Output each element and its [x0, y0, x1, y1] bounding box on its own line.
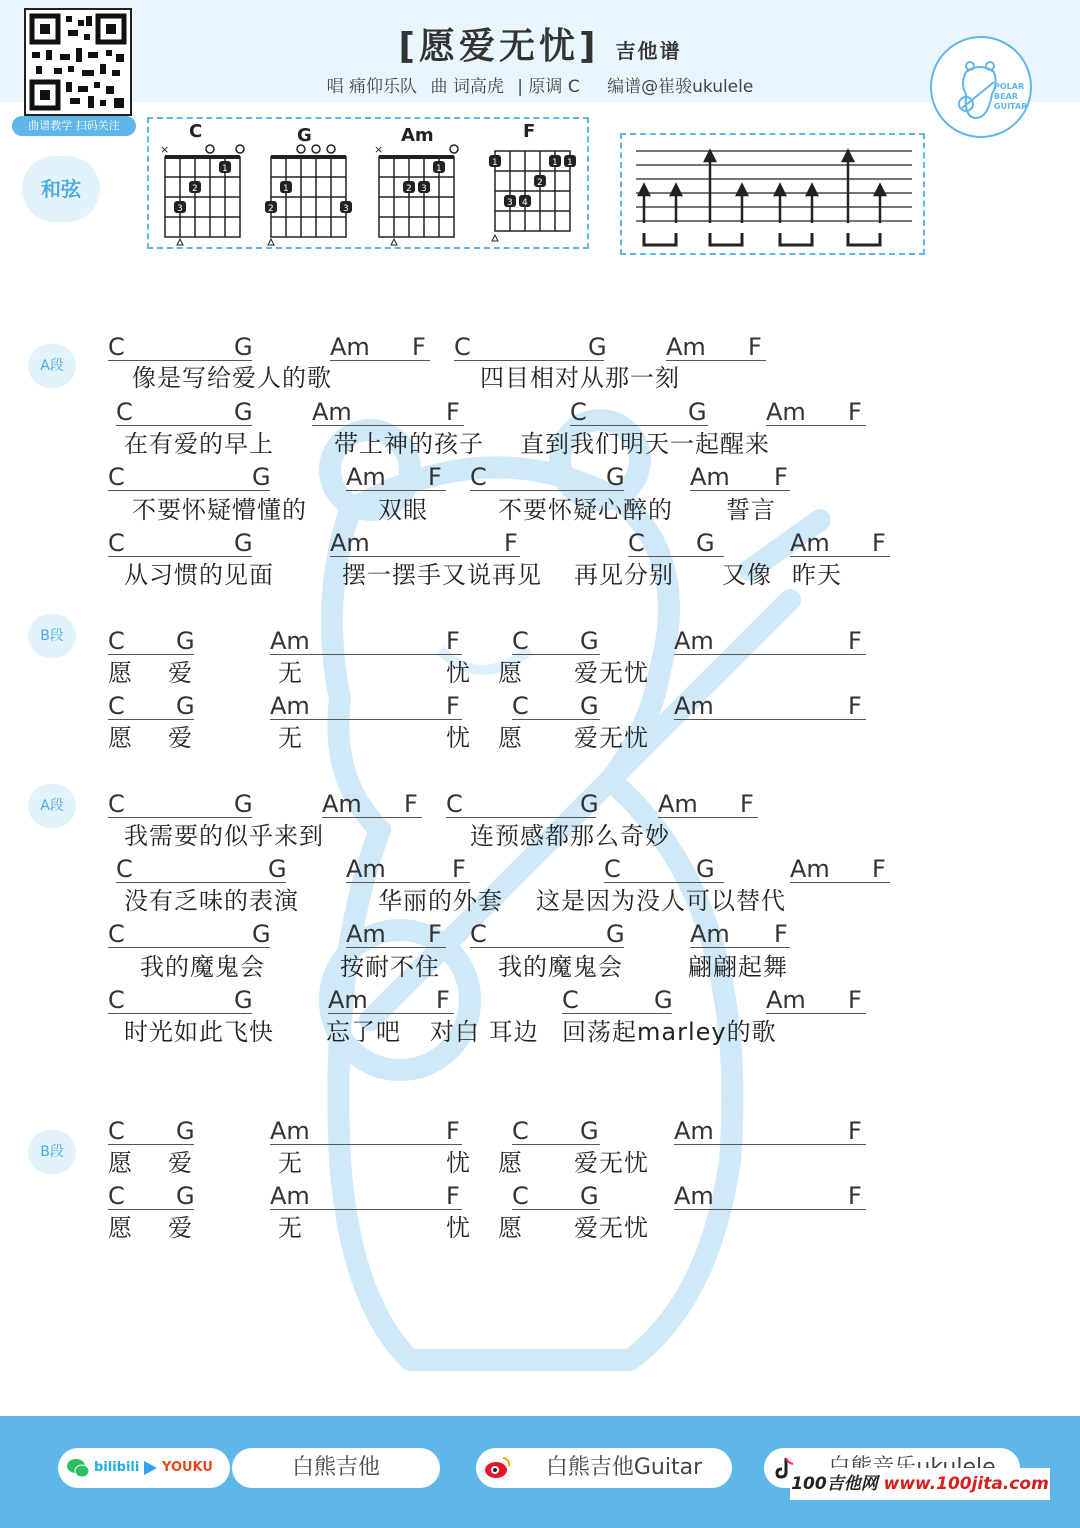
lyric-text: 爱无忧 — [574, 724, 649, 752]
lyric-text: 愿 — [108, 659, 133, 687]
chord-symbol: G — [580, 790, 599, 818]
chord-symbol: C — [108, 790, 125, 818]
site-watermark[interactable] — [790, 1468, 1050, 1500]
chord-symbol: G — [176, 627, 195, 655]
lyric-text: 对白 耳边 — [430, 1018, 539, 1046]
lyric-text: 忧 — [446, 1214, 471, 1242]
chord-symbol: C — [108, 986, 125, 1014]
svg-text:2: 2 — [192, 184, 198, 194]
svg-text:1: 1 — [283, 184, 289, 194]
svg-text:2: 2 — [406, 184, 412, 194]
polar-bear-logo — [930, 36, 1032, 138]
credit-key: | 原调 C — [517, 77, 580, 97]
chord-symbol: Am — [312, 398, 352, 426]
chord-diagram-f — [483, 141, 579, 247]
chord-symbol: Am — [330, 333, 370, 361]
chord-symbol: C — [116, 855, 133, 883]
youku-play-icon — [142, 1460, 158, 1476]
chord-diagram-am — [371, 141, 461, 247]
chord-symbol: Am — [330, 529, 370, 557]
chord-symbol: C — [108, 1117, 125, 1145]
chord-symbol: G — [234, 529, 253, 557]
lyric-text: 双眼 — [378, 496, 428, 524]
chord-symbol: G — [234, 790, 253, 818]
lyric-text: 无 — [278, 1214, 303, 1242]
svg-text:1: 1 — [222, 164, 228, 174]
lyric-text: 爱 — [168, 1214, 193, 1242]
chord-symbol: G — [696, 529, 715, 557]
lyric-text: 愿 — [108, 1149, 133, 1177]
chord-name-f: F — [523, 121, 536, 142]
chord-symbol: C — [470, 463, 487, 491]
lyric-text: 爱无忧 — [574, 659, 649, 687]
logo-text-2: BEAR — [994, 92, 1018, 101]
lyric-text: 回荡起marley的歌 — [562, 1018, 777, 1046]
lyric-text: 像是写给爱人的歌 — [132, 364, 332, 392]
section-label-b2: B段 — [28, 1130, 76, 1174]
lyric-text: 愿 — [498, 724, 523, 752]
chords-label: 和弦 — [22, 156, 100, 222]
credit-singer: 唱 痛仰乐队 — [326, 77, 418, 97]
chord-symbol: F — [848, 1182, 862, 1210]
chord-symbol: F — [848, 1117, 862, 1145]
chord-symbol: C — [108, 1182, 125, 1210]
lyric-text: 爱 — [168, 659, 193, 687]
lyric-text: 无 — [278, 659, 303, 687]
lyric-text: 连预感都那么奇妙 — [470, 822, 670, 850]
chord-symbol: C — [108, 920, 125, 948]
svg-text:2: 2 — [268, 204, 274, 214]
chord-symbol: G — [580, 1117, 599, 1145]
chord-symbol: G — [580, 627, 599, 655]
chord-symbol: F — [428, 920, 442, 948]
chord-symbol: F — [446, 1182, 460, 1210]
chord-symbol: G — [252, 920, 271, 948]
chord-symbol: Am — [674, 1117, 714, 1145]
chord-symbol: Am — [270, 627, 310, 655]
chord-symbol: F — [774, 920, 788, 948]
chord-symbol: G — [176, 1182, 195, 1210]
chord-symbol: C — [512, 692, 529, 720]
chord-symbol: Am — [674, 1182, 714, 1210]
chord-symbol: F — [452, 855, 466, 883]
chord-symbol: G — [696, 855, 715, 883]
chord-underline — [116, 882, 286, 883]
svg-text:3: 3 — [421, 184, 427, 194]
svg-text:2: 2 — [537, 178, 543, 188]
chord-symbol: G — [688, 398, 707, 426]
lyric-text: 按耐不住 — [340, 953, 440, 981]
lyric-text: 无 — [278, 1149, 303, 1177]
chord-symbol: Am — [790, 855, 830, 883]
chord-symbol: Am — [346, 463, 386, 491]
chord-symbol: Am — [790, 529, 830, 557]
chord-symbol: C — [562, 986, 579, 1014]
title-text: [愿爱无忧] — [398, 26, 600, 67]
lyric-text: 没有乏味的表演 — [124, 887, 299, 915]
svg-text:3: 3 — [177, 204, 183, 214]
lyric-text: 爱 — [168, 1149, 193, 1177]
lyric-text: 忘了吧 — [326, 1018, 401, 1046]
lyric-text: 时光如此飞快 — [124, 1018, 274, 1046]
chord-underline — [470, 490, 624, 491]
chord-symbol: F — [848, 986, 862, 1014]
chord-underline — [108, 817, 252, 818]
title-subtitle: 吉他谱 — [615, 39, 682, 63]
chord-symbol: G — [234, 398, 253, 426]
chord-symbol: C — [108, 529, 125, 557]
wechat-icon — [66, 1456, 90, 1480]
chord-diagram-g — [263, 141, 353, 247]
svg-text:4: 4 — [522, 198, 528, 208]
chord-symbol: G — [654, 986, 673, 1014]
chord-symbol: C — [470, 920, 487, 948]
chord-symbol: F — [774, 463, 788, 491]
chord-symbol: F — [872, 529, 886, 557]
chord-symbol: Am — [346, 920, 386, 948]
chord-symbol: C — [454, 333, 471, 361]
chord-symbol: F — [436, 986, 450, 1014]
chord-symbol: F — [412, 333, 426, 361]
svg-text:3: 3 — [507, 198, 513, 208]
chord-symbol: G — [176, 692, 195, 720]
lyric-text: 四目相对从那一刻 — [480, 364, 680, 392]
chord-symbol: Am — [270, 692, 310, 720]
chord-symbol: Am — [270, 1182, 310, 1210]
lyric-text: 愿 — [498, 659, 523, 687]
chord-symbol: C — [108, 627, 125, 655]
chord-symbol: G — [580, 1182, 599, 1210]
lyric-text: 从习惯的见面 — [124, 561, 274, 589]
lyric-text: 无 — [278, 724, 303, 752]
lyric-text: 又像 — [722, 561, 772, 589]
chord-symbol: Am — [674, 692, 714, 720]
section-label-a1: A段 — [28, 344, 76, 388]
svg-text:1: 1 — [436, 164, 442, 174]
chord-symbol: Am — [270, 1117, 310, 1145]
lyric-text: 不要怀疑心醉的 — [498, 496, 673, 524]
chord-symbol: F — [446, 398, 460, 426]
svg-text:1: 1 — [492, 158, 498, 168]
lyric-text: 昨天 — [792, 561, 842, 589]
chord-symbol: C — [512, 1182, 529, 1210]
chord-underline — [108, 1013, 252, 1014]
chord-symbol: F — [446, 627, 460, 655]
chord-symbol: C — [512, 1117, 529, 1145]
lyric-text: 我需要的似乎来到 — [124, 822, 324, 850]
song-credits — [0, 72, 1080, 97]
chord-symbol: F — [404, 790, 418, 818]
lyric-text: 忧 — [446, 1149, 471, 1177]
credit-arranger: 编谱@崔骏ukulele — [607, 77, 754, 97]
chord-symbol: C — [108, 463, 125, 491]
chord-underline — [108, 556, 252, 557]
svg-text:×: × — [160, 143, 170, 156]
chord-symbol: F — [740, 790, 754, 818]
chord-symbol: G — [176, 1117, 195, 1145]
lyric-text: 直到我们明天一起醒来 — [520, 430, 770, 458]
lyric-text: 忧 — [446, 659, 471, 687]
lyric-text: 翩翩起舞 — [688, 953, 788, 981]
chord-underline — [454, 360, 604, 361]
channel-pill-2[interactable] — [476, 1448, 732, 1488]
lyric-text: 忧 — [446, 724, 471, 752]
chord-symbol: C — [628, 529, 645, 557]
svg-text:3: 3 — [343, 204, 349, 214]
chord-symbol: G — [588, 333, 607, 361]
chord-symbol: C — [570, 398, 587, 426]
lyric-text: 爱无忧 — [574, 1149, 649, 1177]
qr-caption: 曲谱教学 扫码关注 — [12, 116, 136, 136]
logo-text-1: POLAR — [994, 82, 1025, 91]
lyric-text: 愿 — [498, 1214, 523, 1242]
chord-symbol: F — [446, 692, 460, 720]
lyric-text: 爱无忧 — [574, 1214, 649, 1242]
youku-label: YOUKU — [162, 1460, 213, 1475]
lyric-text: 摆一摆手又说再见 — [342, 561, 542, 589]
chord-name-am: Am — [401, 125, 434, 146]
channel-pill-2-label: 白熊吉他Guitar — [545, 1455, 703, 1480]
weibo-icon — [484, 1455, 512, 1481]
chord-symbol: C — [108, 692, 125, 720]
chord-symbol: Am — [346, 855, 386, 883]
chord-symbol: G — [580, 692, 599, 720]
chord-symbol: F — [446, 1117, 460, 1145]
chord-symbol: Am — [690, 463, 730, 491]
svg-text:1: 1 — [567, 158, 573, 168]
song-title — [0, 18, 1080, 69]
chord-symbol: C — [604, 855, 621, 883]
platform-badges[interactable] — [58, 1448, 230, 1488]
chord-symbol: Am — [658, 790, 698, 818]
section-label-b1: B段 — [28, 614, 76, 658]
chord-symbol: G — [234, 333, 253, 361]
chord-symbol: C — [116, 398, 133, 426]
chord-diagram-c — [157, 141, 247, 247]
logo-text-3: GUITAR — [994, 102, 1028, 111]
chord-symbol: G — [268, 855, 287, 883]
section-label-a2: A段 — [28, 784, 76, 828]
lyric-text: 在有爱的早上 — [124, 430, 274, 458]
chord-symbol: Am — [674, 627, 714, 655]
chord-symbol: C — [512, 627, 529, 655]
chord-symbol: G — [234, 986, 253, 1014]
lyric-text: 不要怀疑懵懂的 — [132, 496, 307, 524]
chord-underline — [108, 947, 270, 948]
chord-underline — [470, 947, 624, 948]
chord-underline — [446, 817, 596, 818]
chord-symbol: C — [446, 790, 463, 818]
chord-name-c: C — [189, 121, 203, 142]
chord-symbol: F — [848, 627, 862, 655]
chord-symbol: F — [848, 398, 862, 426]
lyric-text: 愿 — [498, 1149, 523, 1177]
chord-symbol: Am — [766, 986, 806, 1014]
chord-underline — [108, 490, 270, 491]
chord-name-g: G — [297, 125, 312, 146]
strum-pattern-box — [620, 133, 925, 255]
site-url: www.100jita.com — [883, 1474, 1049, 1494]
lyric-text: 誓言 — [726, 496, 776, 524]
lyric-text: 我的魔鬼会 — [140, 953, 265, 981]
chord-symbol: F — [428, 463, 442, 491]
svg-text:1: 1 — [552, 158, 558, 168]
lyric-text: 愿 — [108, 724, 133, 752]
chord-underline — [116, 425, 252, 426]
chord-symbol: Am — [666, 333, 706, 361]
bilibili-label: bilibili — [94, 1460, 140, 1475]
chord-symbol: F — [872, 855, 886, 883]
lyric-text: 这是因为没人可以替代 — [536, 887, 786, 915]
lyric-text: 再见分别 — [574, 561, 674, 589]
chord-symbol: G — [606, 463, 625, 491]
chord-diagrams-box — [147, 117, 589, 249]
chord-symbol: G — [606, 920, 625, 948]
channel-pill-1[interactable]: 白熊吉他 — [232, 1448, 440, 1488]
strum-pattern-diagram — [622, 135, 923, 253]
svg-text:×: × — [374, 143, 384, 156]
lyric-text: 华丽的外套 — [378, 887, 503, 915]
chord-symbol: G — [252, 463, 271, 491]
chord-symbol: F — [848, 692, 862, 720]
lyric-text: 愿 — [108, 1214, 133, 1242]
chord-symbol: F — [504, 529, 518, 557]
chord-symbol: Am — [690, 920, 730, 948]
chord-symbol: F — [748, 333, 762, 361]
lyric-text: 带上神的孩子 — [334, 430, 484, 458]
credit-composer: 曲 词高虎 — [430, 77, 504, 97]
lyric-text: 爱 — [168, 724, 193, 752]
chord-symbol: Am — [328, 986, 368, 1014]
chord-underline — [108, 360, 252, 361]
chord-symbol: Am — [766, 398, 806, 426]
site-name: 100吉他网 — [791, 1474, 878, 1494]
lyric-text: 我的魔鬼会 — [498, 953, 623, 981]
chord-symbol: Am — [322, 790, 362, 818]
chord-symbol: C — [108, 333, 125, 361]
